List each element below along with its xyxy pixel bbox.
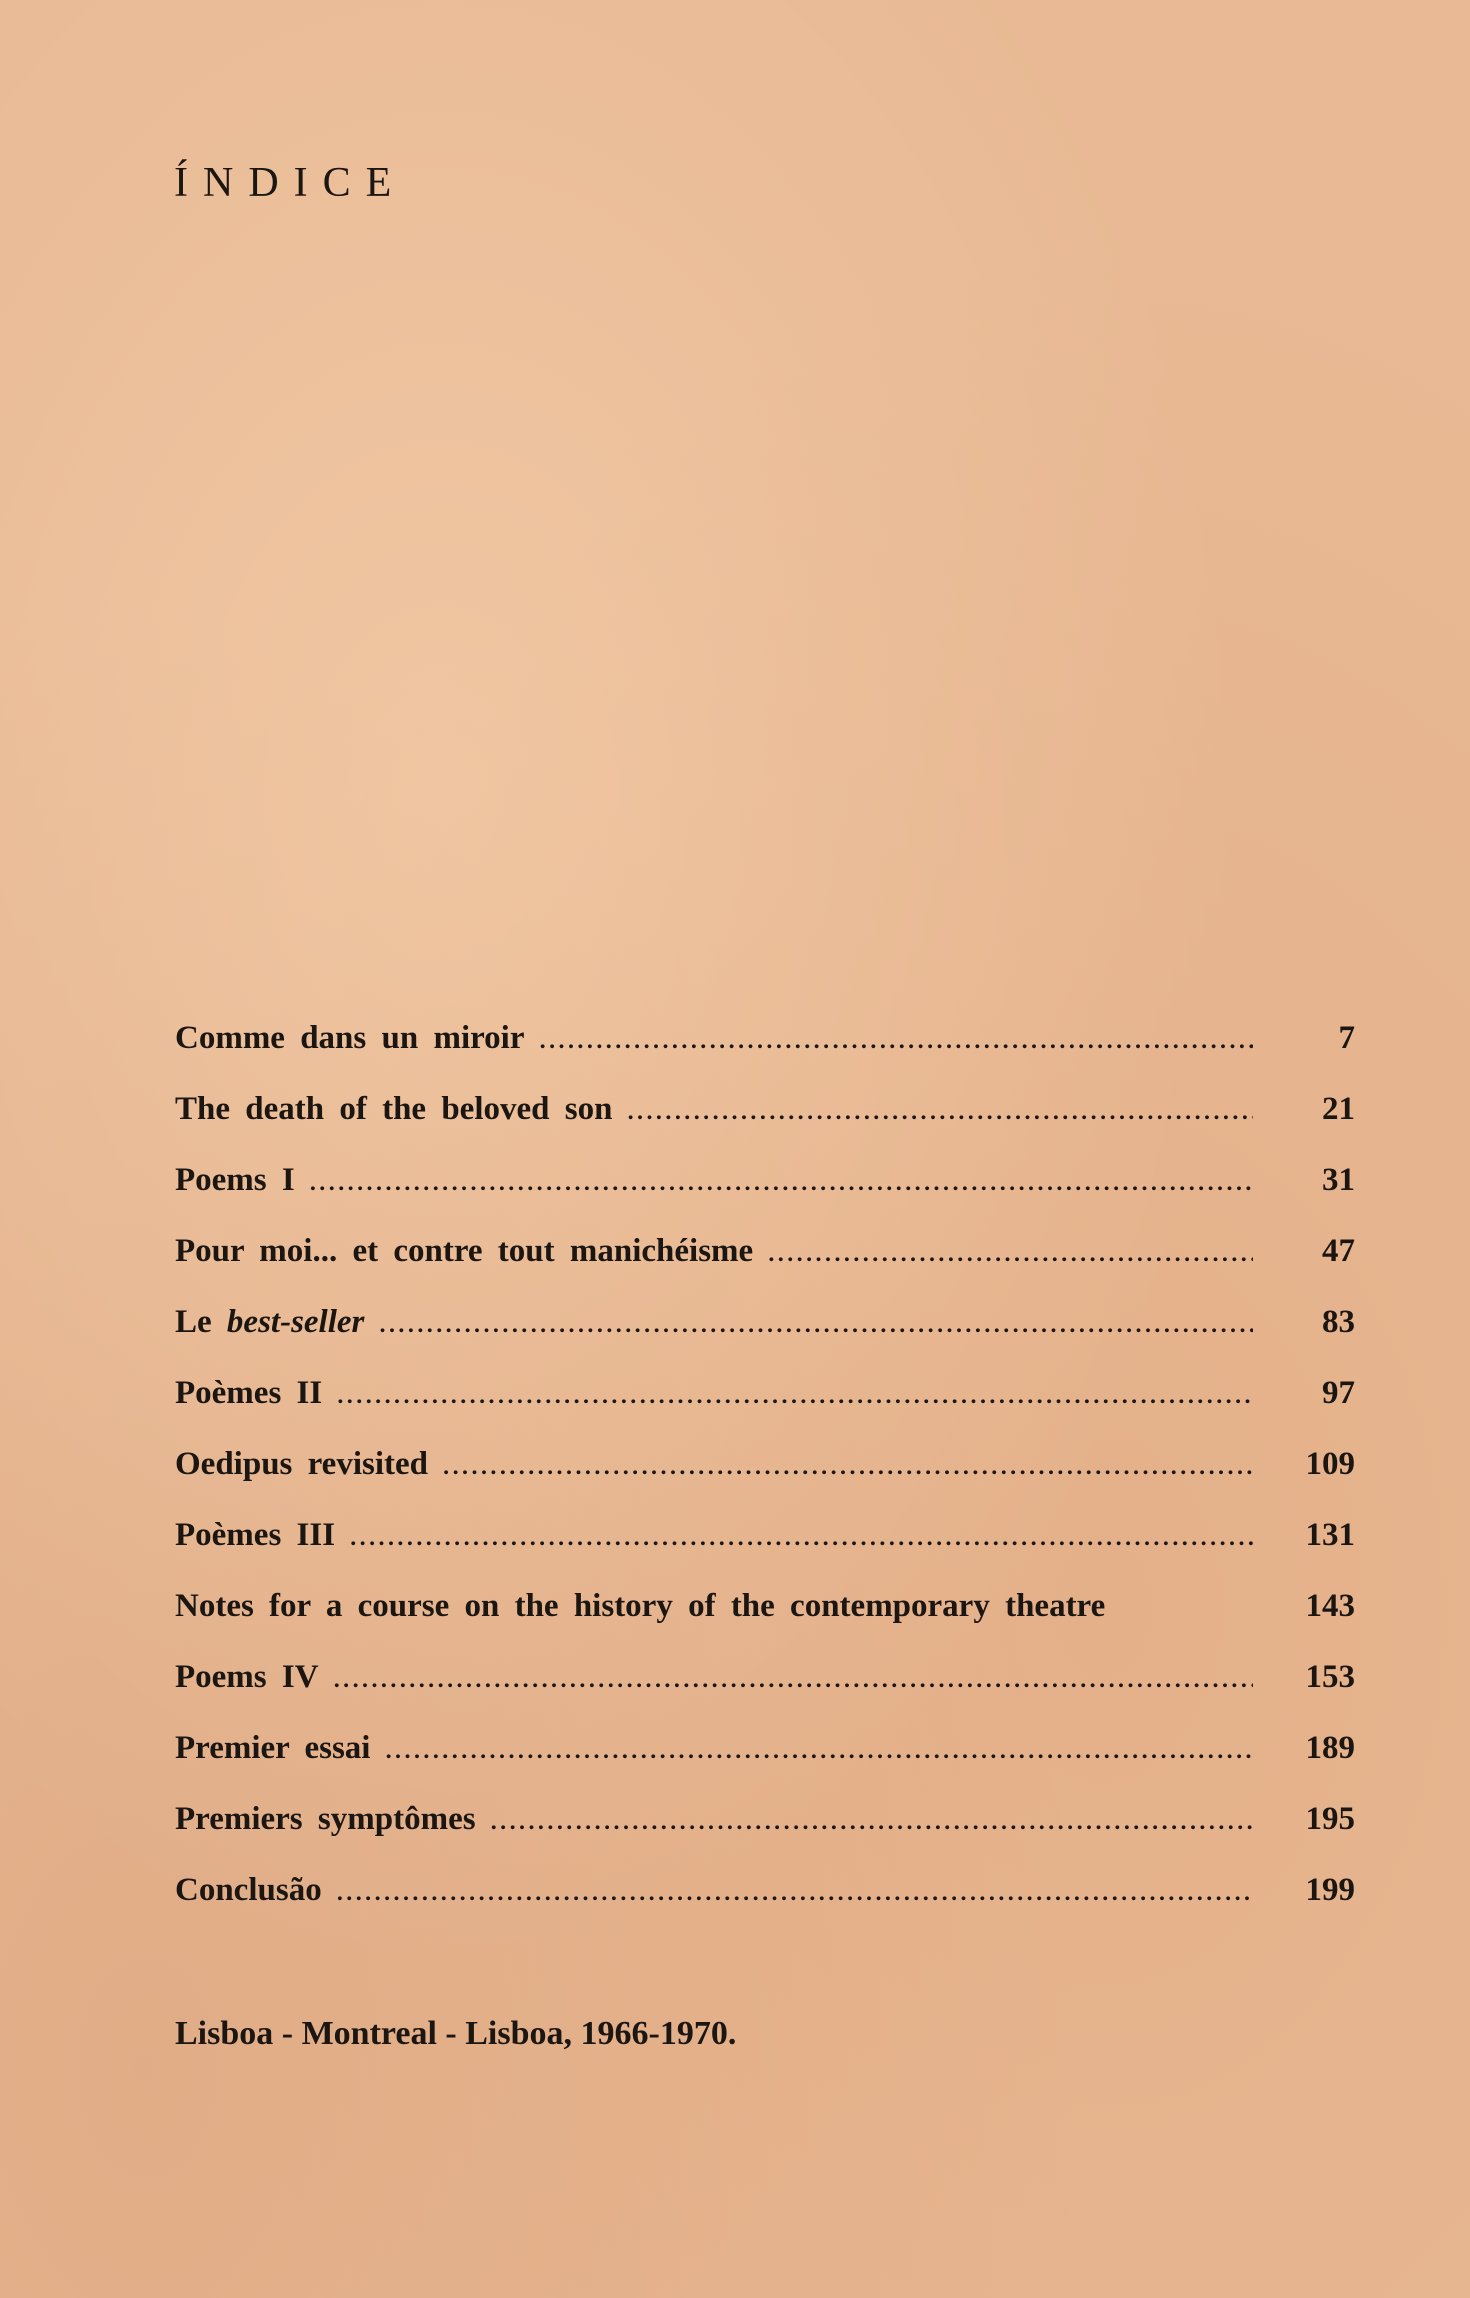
table-of-contents: [175, 1020, 1355, 1943]
toc-entry-7: [175, 1446, 1355, 1517]
toc-entry-title: Notes for a course on the history of the contemporary theatre: [175, 1588, 1106, 1624]
toc-entry-title: Premier essai: [175, 1730, 371, 1766]
toc-entry-title: Premiers symptômes: [175, 1801, 476, 1837]
toc-entry-title: Le best-seller: [175, 1304, 365, 1340]
page-title: ÍNDICE: [174, 160, 407, 206]
toc-page-number: 47: [1322, 1233, 1355, 1269]
toc-entry-title: Oedipus revisited: [175, 1446, 429, 1482]
dot-leader: [384, 1730, 1253, 1767]
toc-entry-title: Comme dans un miroir: [175, 1020, 525, 1056]
toc-entry-title: Pour moi... et contre tout manichéisme: [175, 1233, 754, 1269]
toc-entry-title: Poems IV: [175, 1659, 319, 1695]
dot-leader: [539, 1020, 1254, 1057]
toc-page-number: 189: [1305, 1730, 1355, 1766]
toc-entry-title: The death of the beloved son: [175, 1091, 613, 1127]
toc-page-number: 195: [1305, 1801, 1355, 1837]
dot-leader: [336, 1872, 1253, 1909]
colophon: Lisboa - Montreal - Lisboa, 1966-1970.: [175, 2015, 737, 2052]
toc-page-number: 21: [1322, 1091, 1355, 1127]
toc-entry-4: [175, 1233, 1355, 1304]
toc-entry-title: Poèmes II: [175, 1375, 323, 1411]
toc-entry-10: [175, 1659, 1355, 1730]
toc-entry-title: Poems I: [175, 1162, 295, 1198]
toc-entry-13: [175, 1872, 1355, 1943]
toc-entry-9: [175, 1588, 1355, 1659]
toc-entry-12: [175, 1801, 1355, 1872]
toc-entry-title: Conclusão: [175, 1872, 322, 1908]
toc-entry-title-italic: best-seller: [226, 1304, 365, 1340]
toc-entry-8: [175, 1517, 1355, 1588]
dot-leader: [309, 1162, 1253, 1199]
dot-leader: [349, 1517, 1253, 1554]
toc-page-number: 199: [1305, 1872, 1355, 1908]
toc-page-number: 131: [1305, 1517, 1355, 1553]
toc-page-number: 7: [1338, 1020, 1355, 1056]
dot-leader: [333, 1659, 1253, 1696]
dot-leader: [490, 1801, 1253, 1838]
toc-entry-1: [175, 1020, 1355, 1091]
toc-page-number: 143: [1305, 1588, 1355, 1624]
toc-page-number: 31: [1322, 1162, 1355, 1198]
toc-entry-3: [175, 1162, 1355, 1233]
toc-page-number: 153: [1305, 1659, 1355, 1695]
toc-entry-title: Poèmes III: [175, 1517, 336, 1553]
toc-page-number: 97: [1322, 1375, 1355, 1411]
dot-leader: [378, 1304, 1253, 1341]
toc-entry-5: [175, 1304, 1355, 1375]
toc-page-number: 109: [1305, 1446, 1355, 1482]
toc-entry-11: [175, 1730, 1355, 1801]
dot-leader: [442, 1446, 1253, 1483]
toc-entry-6: [175, 1375, 1355, 1446]
dot-leader: [767, 1233, 1253, 1270]
dot-leader: [336, 1375, 1253, 1412]
toc-entry-2: [175, 1091, 1355, 1162]
toc-page-number: 83: [1322, 1304, 1355, 1340]
dot-leader: [626, 1091, 1253, 1128]
